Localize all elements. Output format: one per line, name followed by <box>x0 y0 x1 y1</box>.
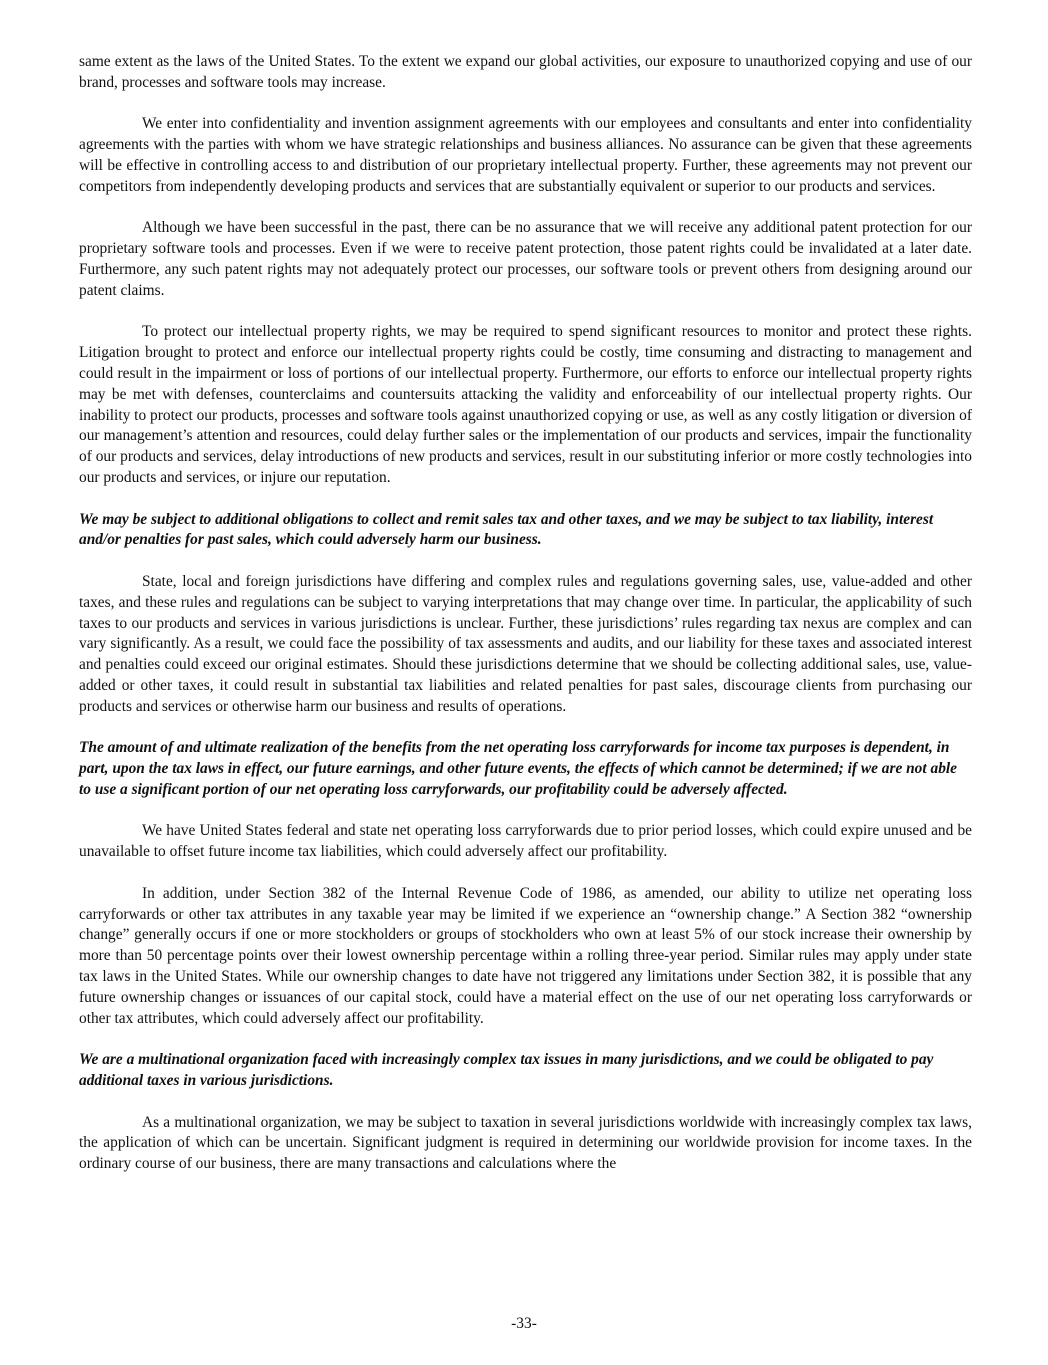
heading-multinational-tax-risk: We are a multinational organization faced with increasingly complex tax issues in many jurisdictions, and we could be obligated to pay additional taxes in various jurisdictions. <box>79 1051 934 1090</box>
paragraph-confidentiality-agreements: We enter into confidentiality and invention assignment agreements with our employees and consultants and enter into confidentiality agreements with the parties with whom we have strategic relationships and business alliances. No assurance can be given that these agreements will be effective in controlling access to and distribution of our proprietary intellectual property. Further, these agreements may not prevent our competitors from independently developing products and services that are substantially equivalent or superior to our products and services. <box>79 115 972 195</box>
paragraph-sales-tax-rules: State, local and foreign jurisdictions have differing and complex rules and regulations governing sales, use, value-added and other taxes, and these rules and regulations can be subject to varying interpretations that may change over time. In particular, the applicability of such taxes to our products and services in various jurisdictions is unclear. Further, these jurisdictions’ rules regarding tax nexus are complex and can vary significantly. As a result, we could face the possibility of tax assessments and audits, and our liability for these taxes and associated interest and penalties could exceed our original estimates. Should these jurisdictions determine that we should be collecting additional sales, use, value-added or other taxes, it could result in substantial tax liabilities and related penalties for past sales, discourage clients from purchasing our products and services or otherwise harm our business and results of operations. <box>79 572 972 715</box>
paragraph-section-382: In addition, under Section 382 of the Internal Revenue Code of 1986, as amended, our ability to utilize net operating loss carryforwards or other tax attributes in any taxable year may be limited if we experience an “ownership change.” A Section 382 “ownership change” generally occurs if one or more stockholders or groups of stockholders who own at least 5% of our stock increase their ownership by more than 50 percentage points over their lowest ownership percentage within a rolling three-year period. Similar rules may apply under state tax laws in the United States. While our ownership changes to date have not triggered any limitations under Section 382, it is possible that any future ownership changes or issuances of our capital stock, could have a material effect on the use of our net operating loss carryforwards or other tax attributes, which could adversely affect our profitability. <box>79 884 972 1027</box>
document-page <box>79 52 972 1196</box>
heading-nol-carryforwards-risk: The amount of and ultimate realization of the benefits from the net operating loss carryforwards for income tax purposes is dependent, in part, upon the tax laws in effect, our future earnings, and other future events, the effects of which cannot be determined; if we are not able to use a significant portion of our net operating loss carryforwards, our profitability could be adversely affected. <box>79 739 958 798</box>
paragraph-continued: same extent as the laws of the United States. To the extent we expand our global activities, our exposure to unauthorized copying and use of our brand, processes and software tools may increase. <box>79 53 972 91</box>
heading-sales-tax-risk: We may be subject to additional obligations to collect and remit sales tax and other taxes, and we may be subject to tax liability, interest and/or penalties for past sales, which could adversely harm our business. <box>79 510 934 549</box>
paragraph-patent-protection: Although we have been successful in the past, there can be no assurance that we will receive any additional patent protection for our proprietary software tools and processes. Even if we were to receive patent protection, those patent rights could be invalidated at a later date. Furthermore, any such patent rights may not adequately protect our processes, our software tools or prevent others from designing around our patent claims. <box>79 219 972 299</box>
page-number: -33- <box>511 1315 537 1332</box>
paragraph-multinational-taxation: As a multinational organization, we may be subject to taxation in several jurisdictions worldwide with increasingly complex tax laws, the application of which can be uncertain. Significant judgment is required in determining our worldwide provision for income taxes. In the ordinary course of our business, there are many transactions and calculations where the <box>79 1113 972 1173</box>
paragraph-protect-ip-rights: To protect our intellectual property rights, we may be required to spend significant resources to monitor and protect these rights. Litigation brought to protect and enforce our intellectual property rights could be costly, time consuming and distracting to management and could result in the impairment or loss of portions of our intellectual property. Furthermore, our efforts to enforce our intellectual property rights may be met with defenses, counterclaims and countersuits attacking the validity and enforceability of our intellectual property rights. Our inability to protect our products, processes and software tools against unauthorized copying or use, as well as any costly litigation or diversion of our management’s attention and resources, could delay further sales or the implementation of our products and services, impair the functionality of our products and services, delay introductions of new products and services, result in our substituting inferior or more costly technologies into our products and services, or injure our reputation. <box>79 323 972 486</box>
paragraph-nol-carryforwards: We have United States federal and state net operating loss carryforwards due to prior period losses, which could expire unused and be unavailable to offset future income tax liabilities, which could adversely affect our profitability. <box>79 822 972 861</box>
